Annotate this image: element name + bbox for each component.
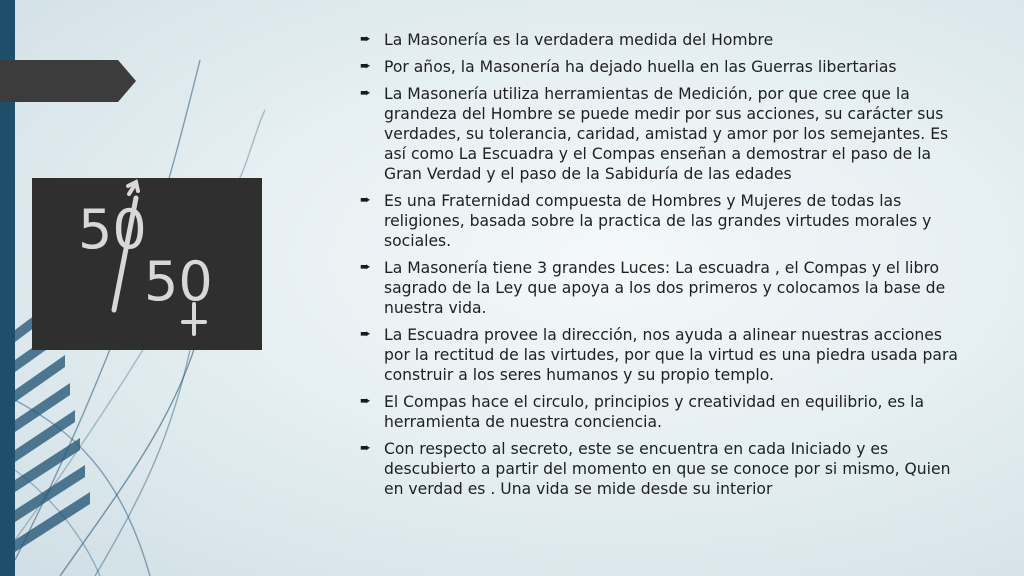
list-item: [360, 392, 970, 432]
bullet-text: La Masonería tiene 3 grandes Luces: La escuadra , el Compas y el libro sagrado de la Ley que apoya a los dos primeros y colocamos la base de nuestra vida.: [384, 259, 946, 317]
list-item: [360, 84, 970, 184]
bottom-fraction-text: 50: [144, 250, 213, 313]
top-fraction-text: 50: [78, 198, 147, 261]
bullet-list: [360, 30, 970, 506]
list-item: [360, 57, 970, 77]
arrow-bullet-icon: ➨: [360, 193, 371, 208]
arrow-bullet-icon: ➨: [360, 441, 371, 456]
bullet-text: La Masonería es la verdadera medida del Hombre: [384, 31, 774, 49]
list-item: [360, 258, 970, 318]
arrow-bullet-icon: ➨: [360, 394, 371, 409]
list-item: [360, 191, 970, 251]
list-item: [360, 439, 970, 499]
arrow-bullet-icon: ➨: [360, 327, 371, 342]
bullet-text: Con respecto al secreto, este se encuentra en cada Iniciado y es descubierto a partir del momento en que se conoce por si mismo, Quien en verdad es . Una vida se mide desde su interior: [384, 440, 951, 498]
bullet-text: El Compas hace el circulo, principios y creatividad en equilibrio, es la herramienta de nuestra conciencia.: [384, 393, 925, 431]
arrow-bullet-icon: ➨: [360, 86, 371, 101]
bullet-text: La Masonería utiliza herramientas de Medición, por que cree que la grandeza del Hombre se puede medir por sus acciones, su carácter sus verdades, su tolerancia, caridad, amistad y amor por los semejantes. Es así como La Escuadra y el Compas enseñan a demostrar el paso de la Gran Verdad y el paso de la Sabiduría de las edades: [384, 85, 949, 183]
list-item: [360, 30, 970, 50]
arrow-bullet-icon: ➨: [360, 260, 371, 275]
bullet-text: Es una Fraternidad compuesta de Hombres y Mujeres de todas las religiones, basada sobre la practica de las grandes virtudes morales y sociales.: [384, 192, 932, 250]
bullet-text: La Escuadra provee la dirección, nos ayuda a alinear nuestras acciones por la rectitud de las virtudes, por que la virtud es una piedra usada para construir a los seres humanos y su propio templo.: [384, 326, 958, 384]
list-item: [360, 325, 970, 385]
gender-equality-chalkboard-image: [32, 178, 262, 350]
arrow-bullet-icon: ➨: [360, 32, 371, 47]
arrow-bullet-icon: ➨: [360, 59, 371, 74]
bullet-text: Por años, la Masonería ha dejado huella en las Guerras libertarias: [384, 58, 897, 76]
